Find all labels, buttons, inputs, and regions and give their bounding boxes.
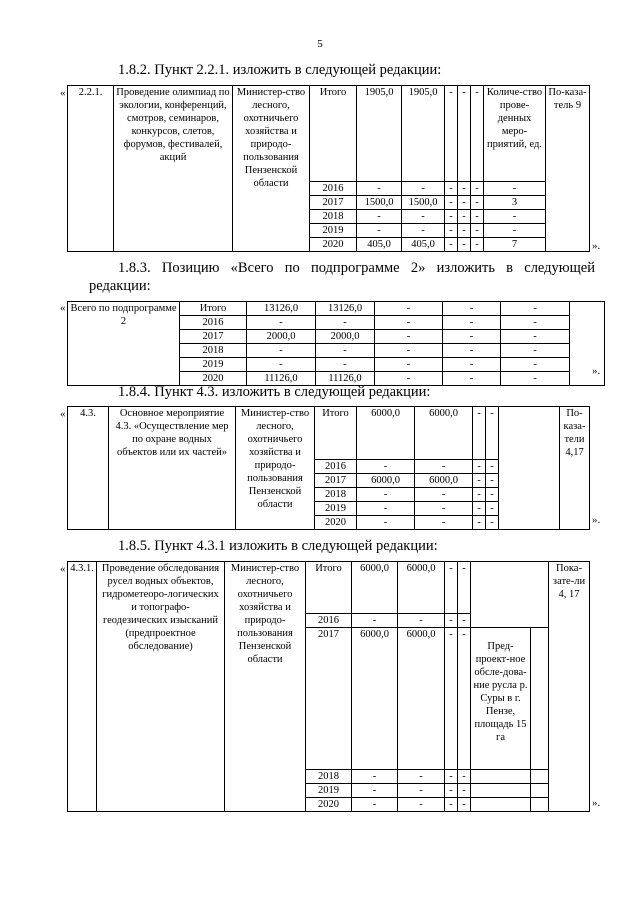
dash-cell: - [458, 798, 471, 812]
total-cell: - [357, 502, 415, 516]
empty-cell [471, 770, 531, 784]
dash-cell: - [458, 224, 471, 238]
quote-close: ». [592, 514, 601, 526]
total-cell: 1500,0 [357, 196, 402, 210]
year-cell: 2017 [315, 474, 357, 488]
measure-name: Всего по подпрограмме 2 [68, 302, 180, 386]
budget-cell: - [316, 316, 375, 330]
table-4-3 [67, 406, 590, 530]
year-cell: 2019 [306, 784, 352, 798]
quote-open: « [60, 87, 66, 99]
dash-cell: - [445, 798, 458, 812]
year-cell: 2018 [315, 488, 357, 502]
indicator-name: Количе-ство прове-денных меро-приятий, ед. [484, 86, 546, 182]
table-total-subprogram-2 [67, 301, 605, 386]
year-cell: Итого [306, 562, 352, 614]
dash-cell: - [375, 330, 443, 344]
dash-cell: - [445, 238, 458, 252]
year-cell: 2016 [306, 614, 352, 628]
empty-cell [531, 784, 549, 798]
dash-cell: - [486, 488, 499, 502]
dash-cell: - [458, 614, 471, 628]
row-number: 4.3. [68, 407, 109, 530]
total-cell: 405,0 [357, 238, 402, 252]
budget-cell: - [415, 488, 473, 502]
budget-cell: - [398, 770, 445, 784]
dash-cell: - [375, 372, 443, 386]
table-4-3-1 [67, 561, 590, 812]
total-cell: - [247, 344, 316, 358]
dash-cell: - [443, 372, 501, 386]
dash-cell: - [443, 358, 501, 372]
dash-cell: - [445, 614, 458, 628]
total-cell: - [357, 488, 415, 502]
total-cell: 1905,0 [357, 86, 402, 182]
dash-cell: - [445, 784, 458, 798]
dash-cell: - [445, 196, 458, 210]
row-number: 2.2.1. [68, 86, 114, 252]
indicator-value: - [484, 224, 546, 238]
dash-cell: - [443, 330, 501, 344]
empty-cell [531, 798, 549, 812]
indicator-ref: По-каза-тель 9 [546, 86, 590, 252]
dash-cell: - [445, 210, 458, 224]
budget-cell: - [415, 460, 473, 474]
dash-cell: - [486, 474, 499, 488]
budget-cell: 13126,0 [316, 302, 375, 316]
year-cell: 2019 [310, 224, 357, 238]
section-heading-1-8-5: 1.8.5. Пункт 4.3.1 изложить в следующей редакции: [118, 538, 438, 554]
indicator-value: - [484, 182, 546, 196]
dash-cell: - [473, 460, 486, 474]
budget-cell: 11126,0 [316, 372, 375, 386]
dash-cell: - [486, 407, 499, 460]
dash-cell: - [501, 358, 570, 372]
dash-cell: - [445, 224, 458, 238]
budget-cell: - [316, 344, 375, 358]
dash-cell: - [445, 628, 458, 770]
quote-close: ». [592, 240, 601, 252]
total-cell: - [357, 182, 402, 196]
budget-cell: 6000,0 [398, 628, 445, 770]
year-cell: 2019 [180, 358, 247, 372]
budget-cell: - [415, 516, 473, 530]
dash-cell: - [458, 628, 471, 770]
measure-name: Основное мероприятие 4.3. «Осуществление мер по охране водных объектов или их частей» [109, 407, 236, 530]
year-cell: 2019 [315, 502, 357, 516]
dash-cell: - [445, 86, 458, 182]
budget-cell: - [316, 358, 375, 372]
indicator-ref: По-каза-тели 4,17 [560, 407, 590, 530]
total-cell: - [247, 358, 316, 372]
dash-cell: - [501, 330, 570, 344]
table-2-2-1 [67, 85, 590, 252]
total-cell: - [357, 224, 402, 238]
quote-close: ». [592, 365, 601, 377]
quote-open: « [60, 408, 66, 420]
executor: Министер-ство лесного, охотничьего хозяйства и природо-пользования Пензенской области [233, 86, 310, 252]
dash-cell: - [471, 238, 484, 252]
budget-cell: - [402, 224, 445, 238]
dash-cell: - [375, 316, 443, 330]
dash-cell: - [443, 316, 501, 330]
dash-cell: - [458, 238, 471, 252]
dash-cell: - [458, 784, 471, 798]
budget-cell: 6000,0 [398, 562, 445, 614]
dash-cell: - [486, 460, 499, 474]
quote-open: « [60, 302, 66, 314]
dash-cell: - [471, 224, 484, 238]
indicator-value: 3 [484, 196, 546, 210]
budget-cell: 6000,0 [415, 474, 473, 488]
measure-name: Проведение олимпиад по экологии, конференций, смотров, семинаров, конкурсов, слетов, форумов, фестивалей, акций [114, 86, 233, 252]
dash-cell: - [473, 516, 486, 530]
indicator-2017: Пред-проект-ное обсле-дова-ние русла р. Суры в г. Пензе, площадь 15 га [471, 628, 531, 770]
year-cell: Итого [310, 86, 357, 182]
dash-cell: - [443, 344, 501, 358]
dash-cell: - [375, 302, 443, 316]
page-number: 5 [317, 38, 323, 50]
year-cell: 2020 [310, 238, 357, 252]
year-cell: 2016 [310, 182, 357, 196]
total-cell: - [352, 614, 398, 628]
dash-cell: - [375, 358, 443, 372]
total-cell: 13126,0 [247, 302, 316, 316]
year-cell: Итого [180, 302, 247, 316]
year-cell: 2018 [310, 210, 357, 224]
dash-cell: - [471, 196, 484, 210]
year-cell: 2018 [306, 770, 352, 784]
dash-cell: - [458, 182, 471, 196]
dash-cell: - [471, 210, 484, 224]
total-cell: 6000,0 [352, 628, 398, 770]
dash-cell: - [458, 770, 471, 784]
total-cell: 11126,0 [247, 372, 316, 386]
year-cell: 2017 [306, 628, 352, 770]
year-cell: 2020 [180, 372, 247, 386]
indicator-value: 7 [484, 238, 546, 252]
dash-cell: - [445, 182, 458, 196]
dash-cell: - [375, 344, 443, 358]
budget-cell: 2000,0 [316, 330, 375, 344]
budget-cell: - [402, 210, 445, 224]
year-cell: 2018 [180, 344, 247, 358]
dash-cell: - [473, 474, 486, 488]
section-heading-1-8-3: 1.8.3. Позицию «Всего по подпрограмме 2» изложить в следующей редакции: [89, 260, 595, 294]
dash-cell: - [458, 210, 471, 224]
year-cell: 2017 [180, 330, 247, 344]
row-number: 4.3.1. [68, 562, 97, 812]
dash-cell: - [471, 86, 484, 182]
total-cell: - [357, 460, 415, 474]
empty-cell [471, 784, 531, 798]
section-heading-1-8-4: 1.8.4. Пункт 4.3. изложить в следующей редакции: [118, 384, 431, 400]
indicator-ref: Пока-зате-ли 4, 17 [549, 562, 590, 812]
quote-close: ». [592, 797, 601, 809]
year-cell: Итого [315, 407, 357, 460]
budget-cell: 405,0 [402, 238, 445, 252]
dash-cell: - [501, 302, 570, 316]
budget-cell: - [398, 798, 445, 812]
budget-cell: 1905,0 [402, 86, 445, 182]
dash-cell: - [501, 344, 570, 358]
year-cell: 2020 [315, 516, 357, 530]
dash-cell: - [458, 562, 471, 614]
dash-cell: - [445, 562, 458, 614]
budget-cell: - [402, 182, 445, 196]
dash-cell: - [501, 372, 570, 386]
empty-cell [531, 628, 549, 770]
budget-cell: - [415, 502, 473, 516]
dash-cell: - [473, 407, 486, 460]
total-cell: - [357, 516, 415, 530]
quote-open: « [60, 563, 66, 575]
dash-cell: - [458, 86, 471, 182]
dash-cell: - [486, 516, 499, 530]
year-cell: 2020 [306, 798, 352, 812]
total-cell: - [352, 784, 398, 798]
total-cell: 6000,0 [357, 407, 415, 460]
section-heading-1-8-2: 1.8.2. Пункт 2.2.1. изложить в следующей редакции: [118, 62, 442, 78]
total-cell: - [247, 316, 316, 330]
empty-cell [471, 798, 531, 812]
total-cell: - [352, 770, 398, 784]
total-cell: 6000,0 [352, 562, 398, 614]
budget-cell: 6000,0 [415, 407, 473, 460]
executor: Министер-ство лесного, охотничьего хозяйства и природо-пользования Пензенской области [225, 562, 306, 812]
total-cell: - [352, 798, 398, 812]
year-cell: 2017 [310, 196, 357, 210]
dash-cell: - [473, 488, 486, 502]
budget-cell: - [398, 614, 445, 628]
year-cell: 2016 [180, 316, 247, 330]
indicator-value: - [484, 210, 546, 224]
empty-cell [531, 770, 549, 784]
dash-cell: - [445, 770, 458, 784]
total-cell: - [357, 210, 402, 224]
measure-name: Проведение обследования русел водных объектов, гидрометеоро-логических и топографо-геодезических изысканий (предпроектное обследование) [97, 562, 225, 812]
dash-cell: - [471, 182, 484, 196]
year-cell: 2016 [315, 460, 357, 474]
dash-cell: - [443, 302, 501, 316]
total-cell: 6000,0 [357, 474, 415, 488]
dash-cell: - [458, 196, 471, 210]
budget-cell: - [398, 784, 445, 798]
dash-cell: - [473, 502, 486, 516]
dash-cell: - [501, 316, 570, 330]
empty-cell [499, 407, 560, 530]
total-cell: 2000,0 [247, 330, 316, 344]
empty-cell [471, 562, 549, 628]
executor: Министер-ство лесного, охотничьего хозяйства и природо-пользования Пензенской области [236, 407, 315, 530]
dash-cell: - [486, 502, 499, 516]
budget-cell: 1500,0 [402, 196, 445, 210]
